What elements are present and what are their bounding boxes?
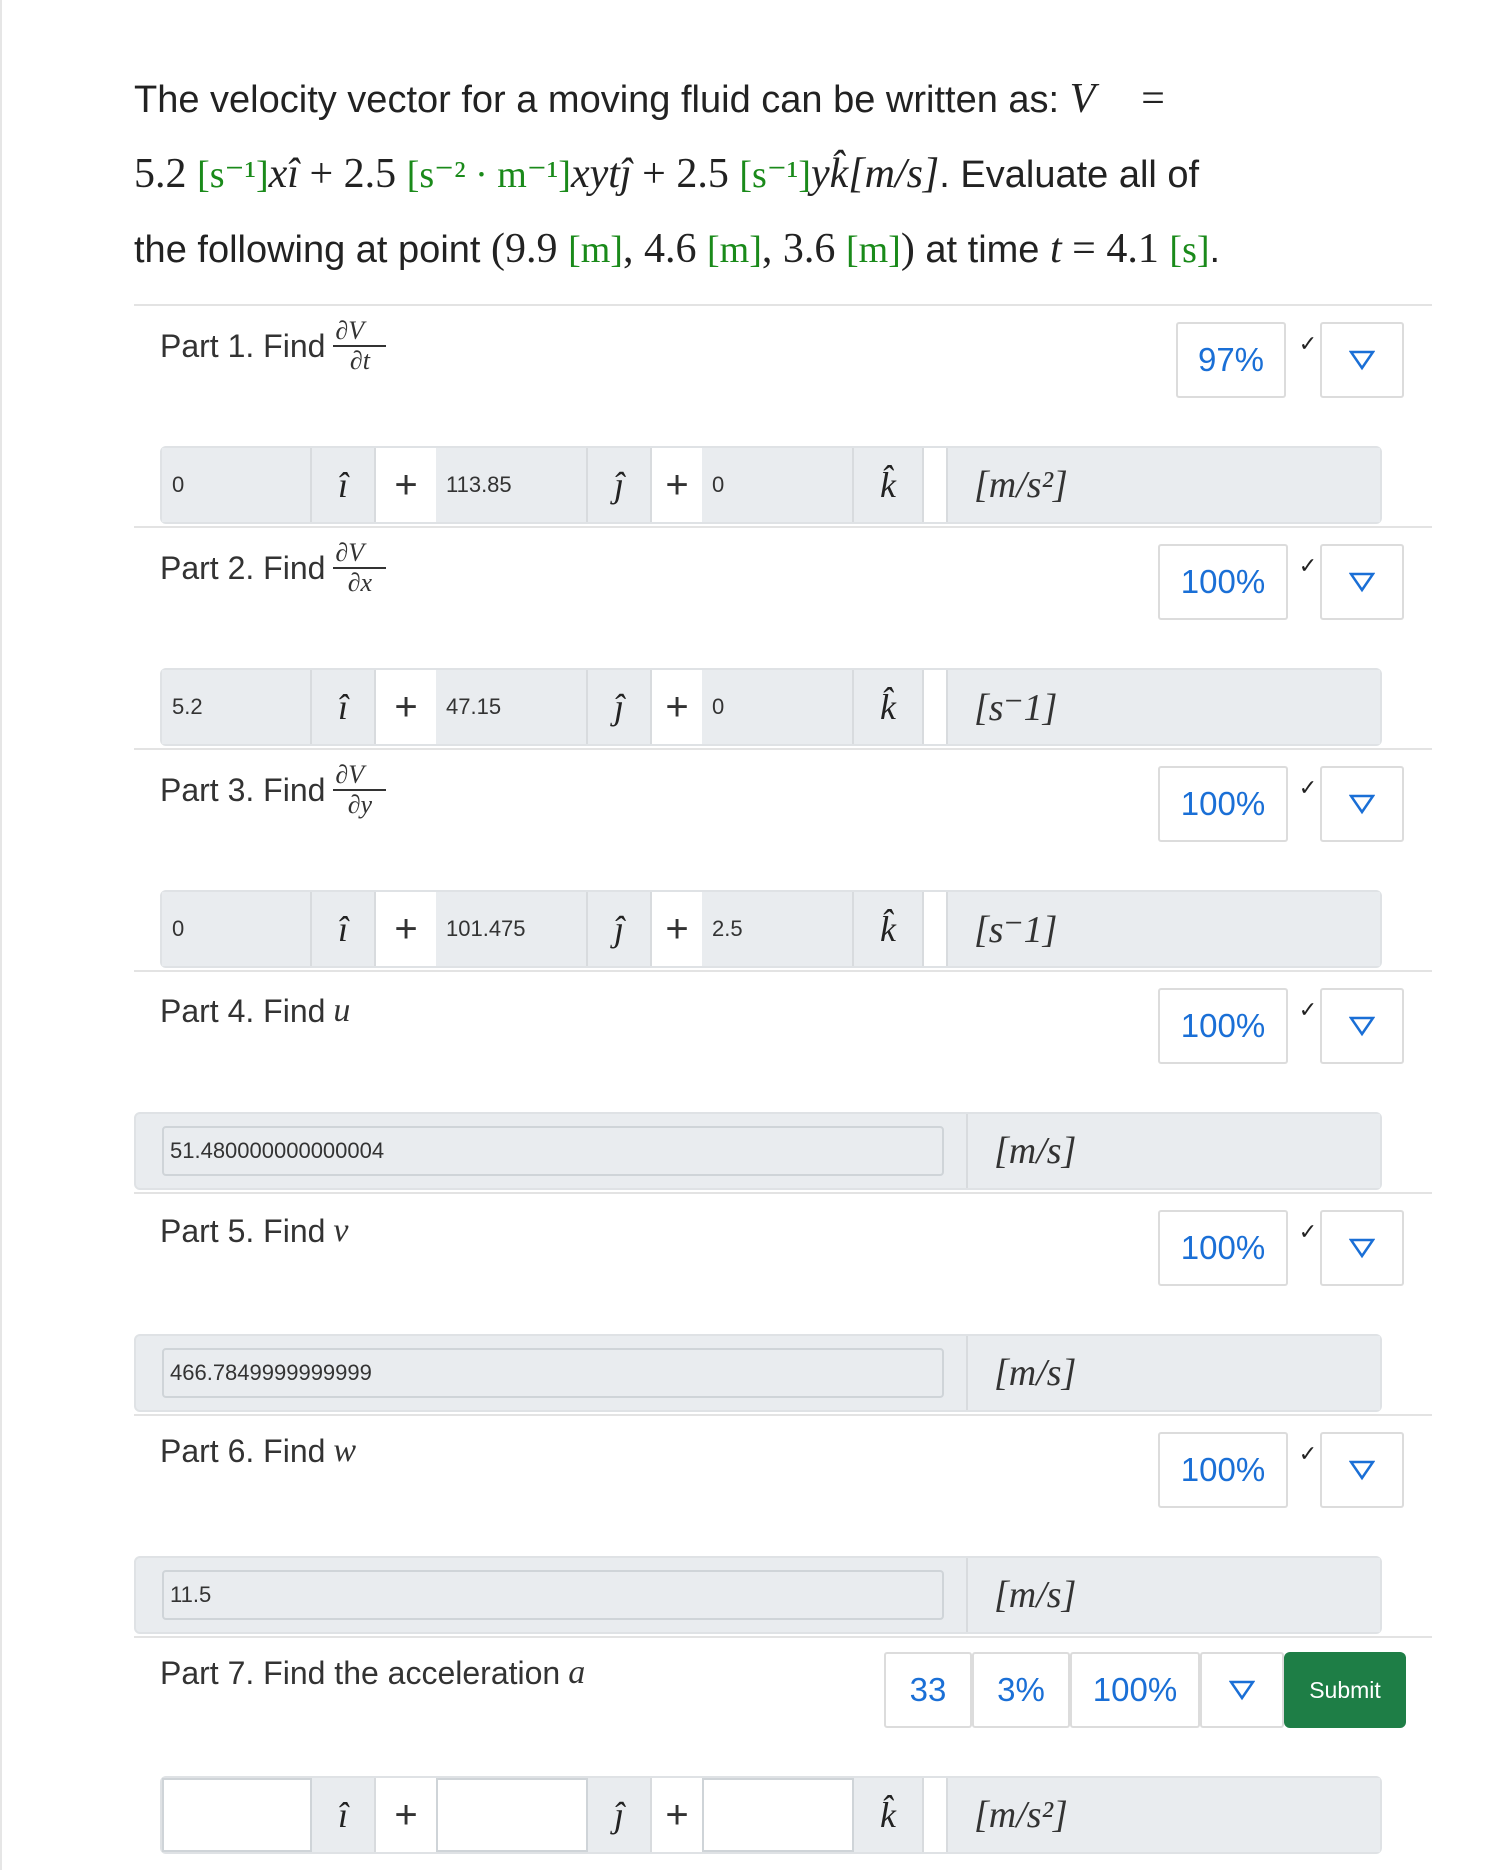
i-hat: î xyxy=(312,670,376,744)
part-7-score-1[interactable]: 33 xyxy=(884,1652,972,1728)
plus-sign: + xyxy=(652,448,702,522)
part-5-label: Part 5. Find xyxy=(160,1212,326,1249)
left-border xyxy=(0,0,2,1870)
frac-num: ∂V⃗ xyxy=(335,538,385,567)
j-hat: ĵ xyxy=(588,448,652,522)
part-5-answer-row xyxy=(134,1334,1382,1412)
part-4-title xyxy=(160,992,350,1030)
part-3-answer-row xyxy=(160,890,1382,968)
part-7-dropdown-button[interactable] xyxy=(1200,1652,1284,1728)
part-7-title xyxy=(160,1654,612,1692)
term-1: xî xyxy=(268,151,299,197)
part-1-unit: [m/s²] xyxy=(946,448,1380,522)
part-1-answer-row xyxy=(160,446,1382,524)
coef-2: 2.5 xyxy=(343,151,397,197)
part-7-answer-row xyxy=(160,1776,1382,1854)
divider xyxy=(134,304,1432,306)
part-6-dropdown-button[interactable] xyxy=(1320,1432,1404,1508)
part-3-i-input[interactable]: 0 xyxy=(162,892,312,966)
intro-line-2: 5.2 [s⁻¹]xî + 2.5 [s⁻² · m⁻¹]xytĵ + 2.5 [s⁻¹]yk̂[m/s]. Evaluate all of xyxy=(134,151,1200,197)
time-value: 4.1 xyxy=(1106,226,1159,272)
spacer xyxy=(924,670,946,744)
part-4-input[interactable]: 51.480000000000004 xyxy=(162,1126,944,1176)
plus-sign: + xyxy=(376,892,436,966)
intro-line-1 xyxy=(134,62,1434,137)
part-2-score[interactable]: 100% xyxy=(1158,544,1288,620)
part-5-dropdown-button[interactable] xyxy=(1320,1210,1404,1286)
i-hat: î xyxy=(312,1778,376,1852)
frac-num: ∂V⃗ xyxy=(335,760,385,789)
divider xyxy=(134,1192,1432,1194)
part-2-i-input[interactable]: 5.2 xyxy=(162,670,312,744)
part-5-unit: [m/s] xyxy=(966,1336,1380,1410)
part-3-title xyxy=(160,762,386,818)
part-7-score-3[interactable]: 100% xyxy=(1070,1652,1200,1728)
plus-sign: + xyxy=(652,1778,702,1852)
plus-sign: + xyxy=(652,892,702,966)
plus-sign: + xyxy=(376,1778,436,1852)
part-2-k-input[interactable]: 0 xyxy=(702,670,854,744)
point-x: 9.9 xyxy=(505,226,558,272)
part-5-var: v xyxy=(333,1212,349,1249)
unit-3: [s⁻¹] xyxy=(739,154,811,196)
intro-at-time: at time xyxy=(925,229,1040,271)
part-3-fraction xyxy=(333,762,386,818)
check-icon: ✓ xyxy=(1298,997,1318,1022)
check-icon: ✓ xyxy=(1298,1441,1318,1466)
unit-1: [s⁻¹] xyxy=(197,154,269,196)
divider xyxy=(134,1414,1432,1416)
k-hat: k̂ xyxy=(854,892,924,966)
point-y: 4.6 xyxy=(643,226,697,272)
intro-tail: the following at point xyxy=(134,229,481,271)
part-3-label: Part 3. Find xyxy=(160,771,326,808)
plus-sign: + xyxy=(376,448,436,522)
unit-2: [s⁻² · m⁻¹] xyxy=(406,154,571,196)
part-1-k-input[interactable]: 0 xyxy=(702,448,854,522)
part-7-var: a⃗ xyxy=(568,1654,612,1691)
intro-mid: Evaluate all of xyxy=(960,154,1200,196)
frac-den: ∂y xyxy=(347,790,373,819)
check-icon: ✓ xyxy=(1298,1219,1318,1244)
part-3-j-input[interactable]: 101.475 xyxy=(436,892,588,966)
part-2-label: Part 2. Find xyxy=(160,549,326,586)
part-2-answer-row xyxy=(160,668,1382,746)
part-6-input[interactable]: 11.5 xyxy=(162,1570,944,1620)
spacer xyxy=(924,892,946,966)
triangle-down-icon xyxy=(1229,1679,1255,1701)
frac-num: ∂V⃗ xyxy=(335,316,385,345)
part-3-dropdown-button[interactable] xyxy=(1320,766,1404,842)
triangle-down-icon xyxy=(1349,349,1375,371)
part-5-title xyxy=(160,1212,349,1250)
part-1-j-input[interactable]: 113.85 xyxy=(436,448,588,522)
spacer xyxy=(924,448,946,522)
divider xyxy=(134,1636,1432,1638)
part-4-dropdown-button[interactable] xyxy=(1320,988,1404,1064)
part-1-i-input[interactable]: 0 xyxy=(162,448,312,522)
part-2-dropdown-button[interactable] xyxy=(1320,544,1404,620)
part-3-score[interactable]: 100% xyxy=(1158,766,1288,842)
check-icon: ✓ xyxy=(1298,775,1318,800)
divider xyxy=(134,970,1432,972)
intro-v-vec: V⃗ = xyxy=(1069,76,1167,122)
plus-sign: + xyxy=(376,670,436,744)
part-3-unit: [s⁻1] xyxy=(946,892,1380,966)
k-hat: k̂ xyxy=(854,448,924,522)
i-hat: î xyxy=(312,448,376,522)
part-6-var: w xyxy=(333,1432,357,1469)
triangle-down-icon xyxy=(1349,1459,1375,1481)
k-hat: k̂ xyxy=(854,670,924,744)
triangle-down-icon xyxy=(1349,1015,1375,1037)
frac-den: ∂x xyxy=(347,568,373,597)
j-hat: ĵ xyxy=(588,670,652,744)
part-2-unit: [s⁻1] xyxy=(946,670,1380,744)
plus-sign: + xyxy=(652,670,702,744)
part-4-score[interactable]: 100% xyxy=(1158,988,1288,1064)
point-z: 3.6 xyxy=(782,226,836,272)
part-7-label: Part 7. Find the acceleration xyxy=(160,1654,561,1691)
part-7-i-input[interactable] xyxy=(162,1778,312,1852)
i-hat: î xyxy=(312,892,376,966)
coef-3: 2.5 xyxy=(676,151,729,197)
intro-line-3: the following at point (9.9 [m], 4.6 [m], 3.6 [m]) at time t = 4.1 [s]. xyxy=(134,226,1221,272)
check-icon: ✓ xyxy=(1298,553,1318,578)
intro-lead: The velocity vector for a moving fluid can be written as: xyxy=(134,79,1060,121)
part-7-k-input[interactable] xyxy=(702,1778,854,1852)
triangle-down-icon xyxy=(1349,793,1375,815)
part-1-fraction xyxy=(333,318,386,374)
part-7-unit: [m/s²] xyxy=(946,1778,1380,1852)
part-1-dropdown-button[interactable] xyxy=(1320,322,1404,398)
part-7-score-2[interactable]: 3% xyxy=(972,1652,1070,1728)
part-5-input[interactable]: 466.7849999999999 xyxy=(162,1348,944,1398)
part-2-j-input[interactable]: 47.15 xyxy=(436,670,588,744)
part-6-score[interactable]: 100% xyxy=(1158,1432,1288,1508)
coef-1: 5.2 xyxy=(134,151,187,197)
term-3: yk̂[m/s] xyxy=(810,151,940,197)
submit-button[interactable]: Submit xyxy=(1284,1652,1406,1728)
k-hat: k̂ xyxy=(854,1778,924,1852)
part-4-label: Part 4. Find xyxy=(160,992,326,1029)
divider xyxy=(134,526,1432,528)
part-6-unit: [m/s] xyxy=(966,1558,1380,1632)
problem-statement xyxy=(134,62,1434,287)
triangle-down-icon xyxy=(1349,1237,1375,1259)
part-7-j-input[interactable] xyxy=(436,1778,588,1852)
j-hat: ĵ xyxy=(588,892,652,966)
part-2-fraction xyxy=(333,540,386,596)
part-3-k-input[interactable]: 2.5 xyxy=(702,892,854,966)
divider xyxy=(134,748,1432,750)
part-4-var: u xyxy=(333,992,351,1029)
part-1-label: Part 1. Find xyxy=(160,327,326,364)
part-4-unit: [m/s] xyxy=(966,1114,1380,1188)
frac-den: ∂t xyxy=(349,346,370,375)
part-4-answer-row xyxy=(134,1112,1382,1190)
part-1-title xyxy=(160,318,386,374)
part-6-label: Part 6. Find xyxy=(160,1432,326,1469)
check-icon: ✓ xyxy=(1298,331,1318,356)
part-1-score[interactable]: 97% xyxy=(1176,322,1286,398)
part-2-title xyxy=(160,540,386,596)
part-6-title xyxy=(160,1432,356,1470)
spacer xyxy=(924,1778,946,1852)
part-5-score[interactable]: 100% xyxy=(1158,1210,1288,1286)
j-hat: ĵ xyxy=(588,1778,652,1852)
part-6-answer-row xyxy=(134,1556,1382,1634)
term-2: xytĵ xyxy=(570,151,632,197)
triangle-down-icon xyxy=(1349,571,1375,593)
